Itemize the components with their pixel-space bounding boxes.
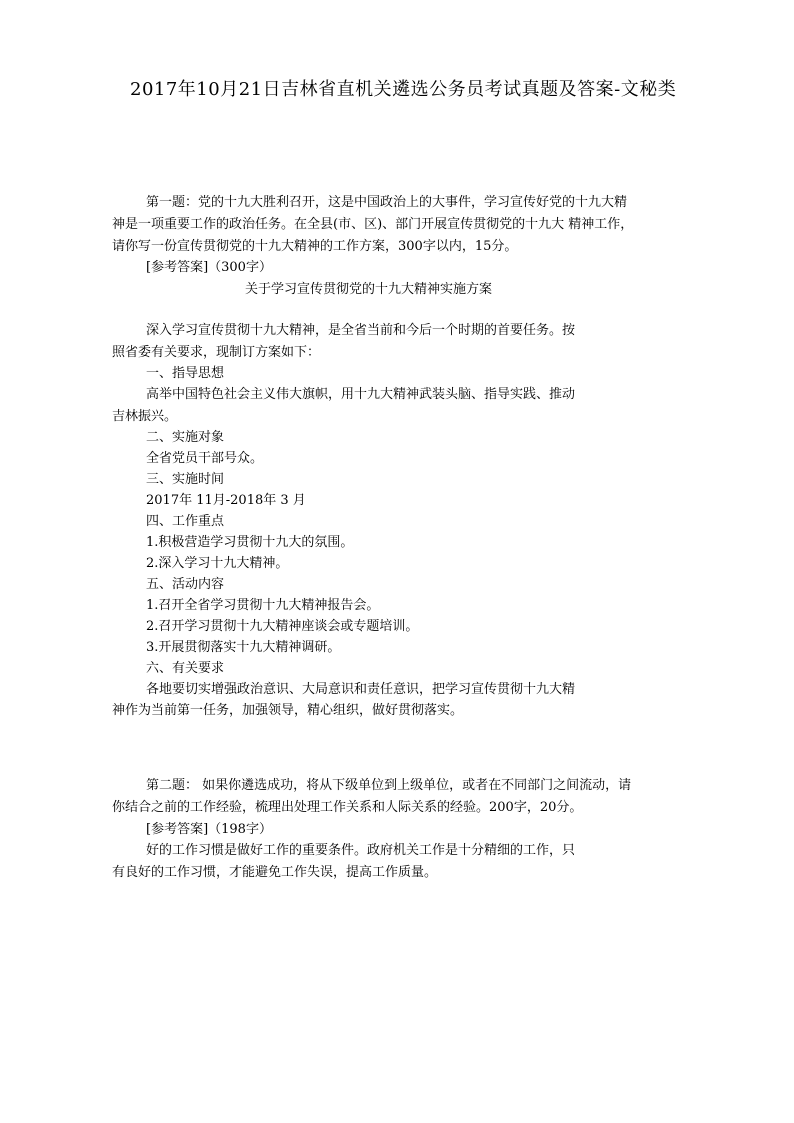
section-heading: 三、实施时间: [146, 472, 225, 487]
page-title: 2017年10月21日吉林省直机关遴选公务员考试真题及答案-文秘类: [130, 79, 677, 100]
section-text: 全省党员干部号众。: [146, 451, 264, 466]
section-text: 2.深入学习十九大精神。: [146, 556, 289, 571]
q2-prompt-line: 第二题： 如果你遴选成功，将从下级单位到上级单位，或者在不同部门之间流动，请: [146, 778, 632, 793]
section-heading: 四、工作重点: [146, 514, 225, 529]
section-heading: 六、有关要求: [146, 661, 225, 676]
section-text: 各地要切实增强政治意识、大局意识和责任意识，把学习宣传贯彻十九大精: [146, 682, 576, 697]
section-text: 神作为当前第一任务，加强领导，精心组织，做好贯彻落实。: [112, 703, 464, 718]
q1-prompt-line: 第一题：党的十九大胜利召开，这是中国政治上的大事件，学习宣传好党的十九大精: [146, 195, 628, 210]
q2-prompt-line: 你结合之前的工作经验，梳理出处理工作关系和人际关系的经验。200字，20分。: [112, 800, 583, 815]
q1-prompt-line: 神是一项重要工作的政治任务。在全县(市、区)、部门开展宣传贯彻党的十九大 精神工作，: [112, 217, 634, 232]
section-heading: 五、活动内容: [146, 577, 225, 592]
section-text: 2.召开学习贯彻十九大精神座谈会或专题培训。: [146, 619, 419, 634]
section-text: 2017年 11月-2018年 3 月: [146, 493, 306, 508]
answer-text: 有良好的工作习惯，才能避免工作失误，提高工作质量。: [112, 865, 438, 880]
q1-answer-label: [参考答案]（300字）: [146, 260, 272, 275]
answer-text: 好的工作习惯是做好工作的重要条件。政府机关工作是十分精细的工作，只: [146, 843, 576, 858]
q2-answer-label: [参考答案]（198字）: [146, 822, 272, 837]
section-text: 3.开展贯彻落实十九大精神调研。: [146, 640, 341, 655]
section-text: 吉林振兴。: [112, 409, 178, 424]
intro-line: 深入学习宣传贯彻十九大精神，是全省当前和今后一个时期的首要任务。按: [146, 323, 576, 338]
section-heading: 一、指导思想: [146, 366, 225, 381]
section-text: 高举中国特色社会主义伟大旗帜，用十九大精神武装头脑、指导实践、推动: [146, 387, 576, 402]
intro-line: 照省委有关要求，现制订方案如下：: [112, 345, 321, 360]
q1-prompt-line: 请你写一份宣传贯彻党的十九大精神的工作方案，300字以内，15分。: [112, 239, 518, 254]
plan-title: 关于学习宣传贯彻党的十九大精神实施方案: [245, 282, 493, 297]
section-heading: 二、实施对象: [146, 430, 225, 445]
section-text: 1.积极营造学习贯彻十九大的氛围。: [146, 535, 354, 550]
section-text: 1.召开全省学习贯彻十九大精神报告会。: [146, 598, 380, 613]
